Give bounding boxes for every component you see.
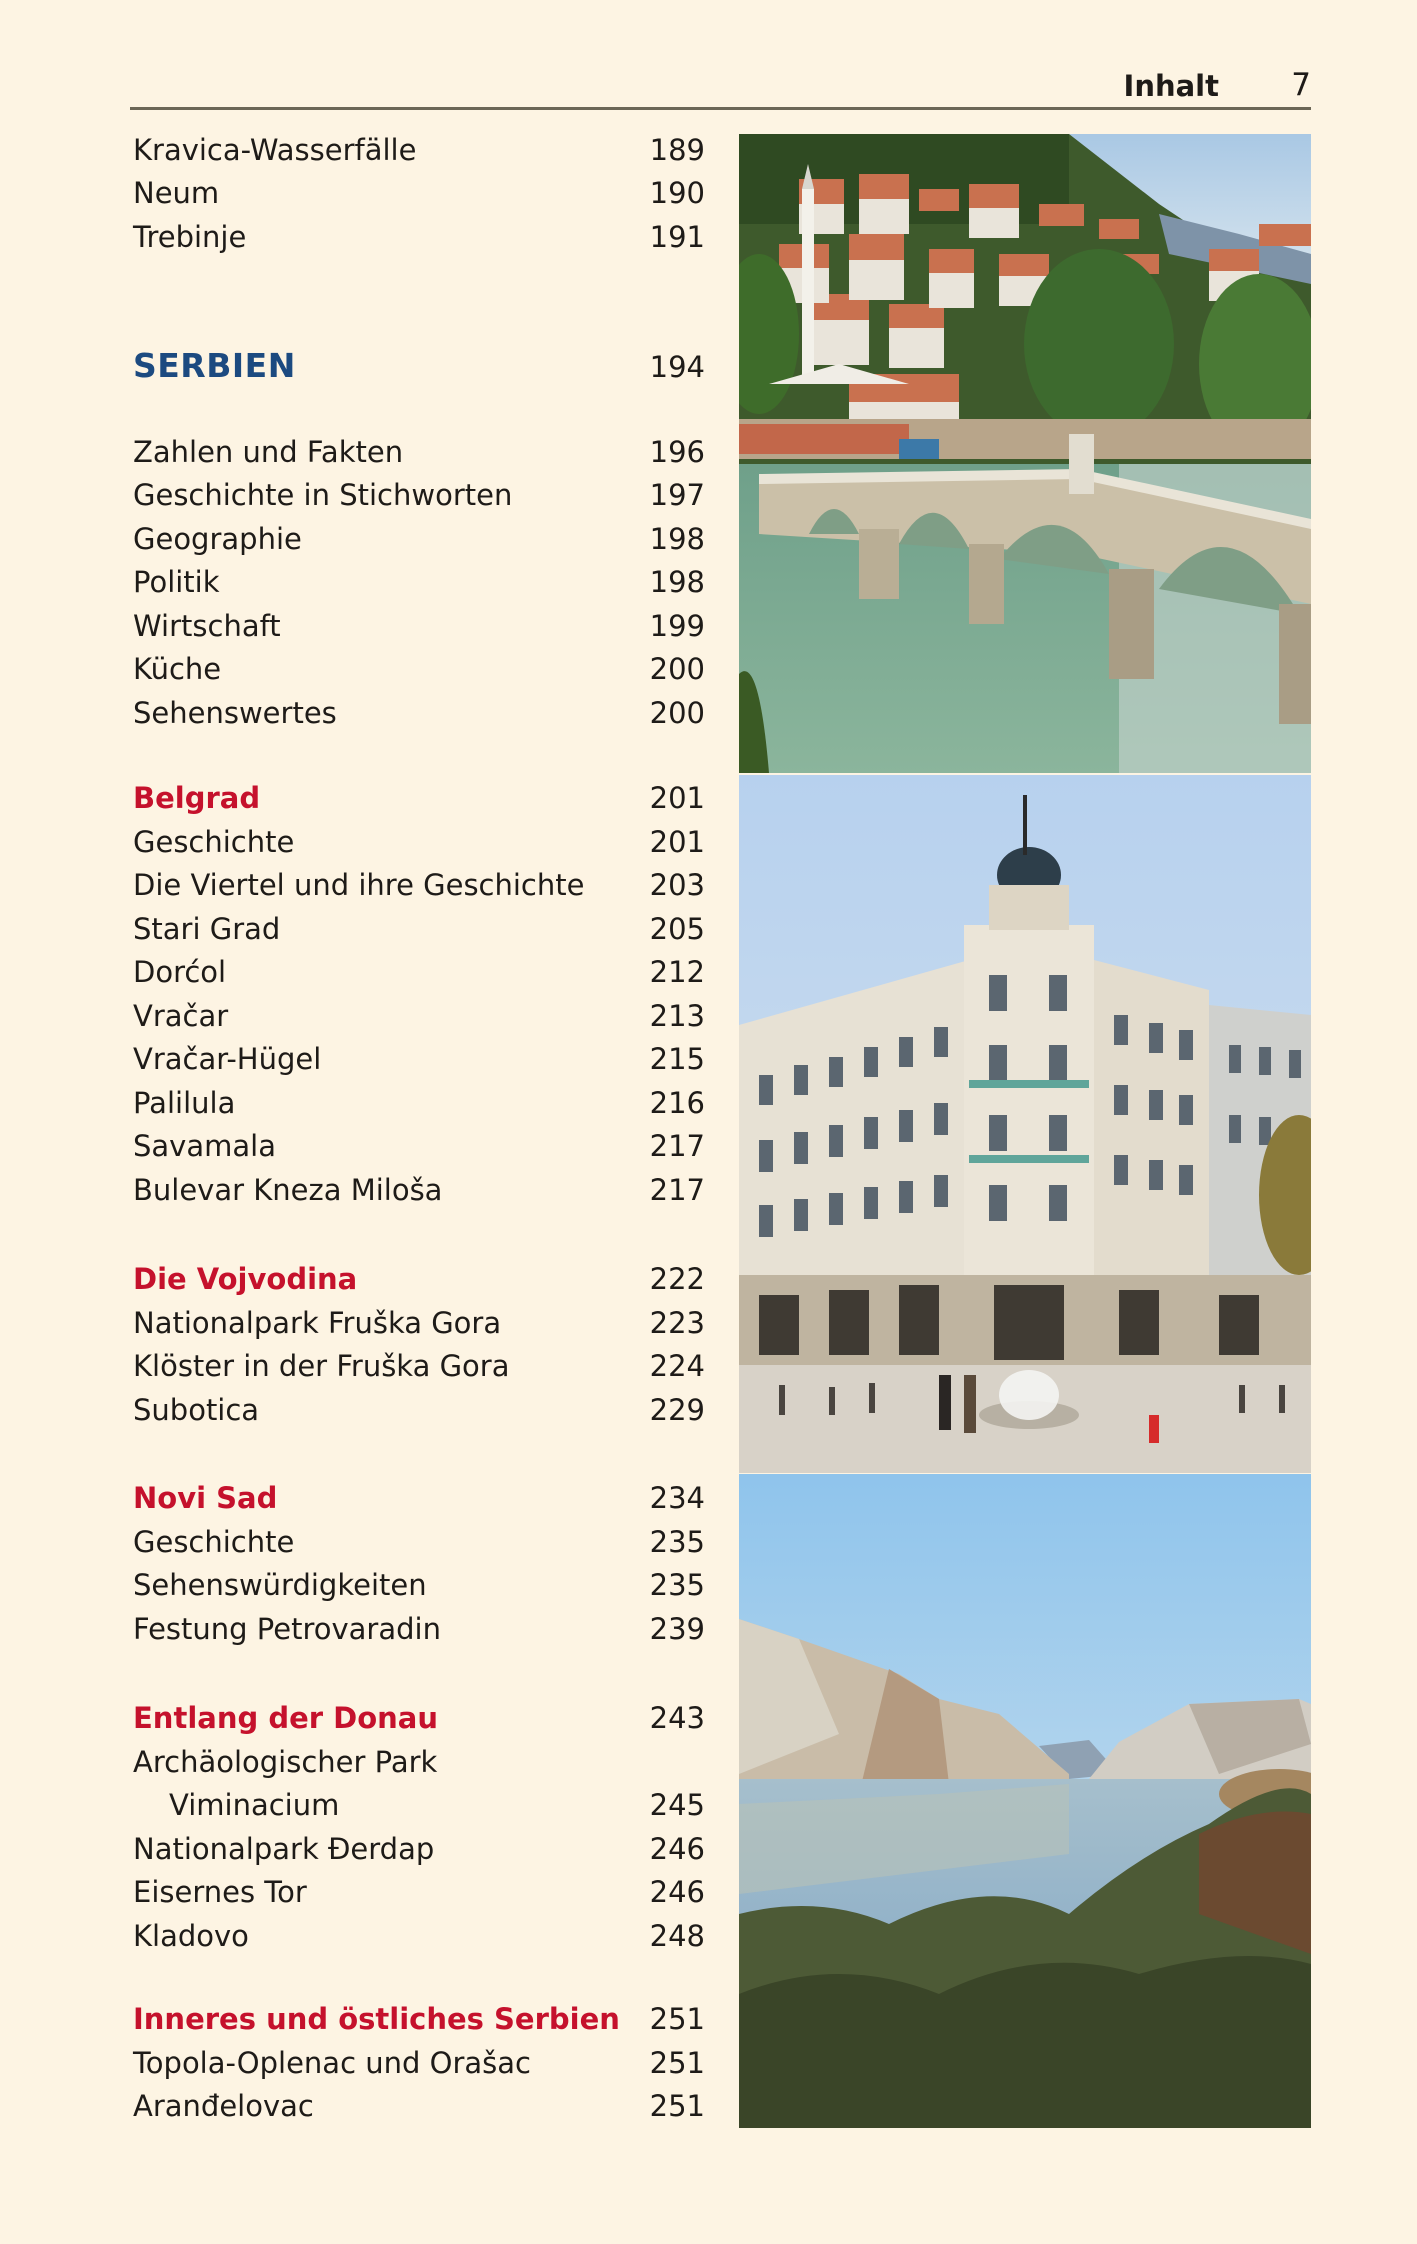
running-header-title: Inhalt bbox=[1123, 69, 1219, 103]
toc-entry[interactable] bbox=[133, 1300, 705, 1344]
toc-entry-page: 200 bbox=[649, 652, 705, 686]
toc-entry-label: Geographie bbox=[133, 521, 302, 556]
toc-section-heading[interactable] bbox=[133, 1992, 705, 2040]
photo-bridge-town bbox=[739, 134, 1311, 773]
toc-entry[interactable] bbox=[133, 1344, 705, 1388]
toc-entry[interactable] bbox=[133, 1870, 705, 1914]
toc-entry-label: Die Viertel und ihre Geschichte bbox=[133, 868, 585, 902]
toc-entry-label: Wirtschaft bbox=[133, 608, 281, 643]
toc-entry-page: 235 bbox=[649, 1524, 705, 1559]
toc-entry-label: Geschichte in Stichworten bbox=[133, 478, 513, 512]
toc-entry-page: 245 bbox=[649, 1788, 705, 1822]
toc-entry[interactable] bbox=[133, 1167, 705, 1211]
toc-entry-page: 190 bbox=[649, 176, 705, 210]
toc-entry[interactable] bbox=[133, 1826, 705, 1870]
toc-entry-label: Sehenswürdigkeiten bbox=[133, 1568, 427, 1602]
toc-section-donau bbox=[133, 1691, 705, 1957]
toc-entry-label: Nationalpark Đerdap bbox=[133, 1831, 435, 1866]
toc-entry-label: Dorćol bbox=[133, 955, 227, 989]
toc-entry-label: Viminacium bbox=[169, 1788, 340, 1822]
section-heading-label: Belgrad bbox=[133, 781, 261, 815]
toc-entry-page: 201 bbox=[649, 824, 705, 859]
belgrade-building-image bbox=[739, 775, 1311, 1473]
toc-entry-label: Archäologischer Park bbox=[133, 1744, 438, 1779]
toc-entry-page: 216 bbox=[649, 1085, 705, 1120]
toc-entry-label: Trebinje bbox=[133, 219, 247, 254]
toc-entry-page: 224 bbox=[649, 1349, 705, 1383]
toc-entry-page: 223 bbox=[649, 1305, 705, 1340]
toc-entry-label: Geschichte bbox=[133, 1524, 295, 1559]
toc-entry[interactable] bbox=[133, 171, 705, 215]
toc-entry[interactable] bbox=[133, 1913, 705, 1957]
toc-entry-label: Kladovo bbox=[133, 1918, 249, 1953]
photo-belgrade-building bbox=[739, 775, 1311, 1473]
toc-entry[interactable] bbox=[133, 1519, 705, 1563]
toc-entry-page: 191 bbox=[649, 219, 705, 254]
page-number: 7 bbox=[1291, 67, 1311, 103]
toc-entry[interactable] bbox=[133, 516, 705, 560]
toc-entry[interactable] bbox=[133, 1037, 705, 1081]
toc-entry-page: 198 bbox=[649, 565, 705, 599]
toc-section-novi-sad bbox=[133, 1471, 705, 1650]
toc-entry-label: Festung Petrovaradin bbox=[133, 1611, 441, 1646]
toc-entry[interactable] bbox=[133, 2040, 705, 2084]
toc-entry[interactable] bbox=[133, 1387, 705, 1431]
toc-section-heading[interactable] bbox=[133, 771, 705, 819]
toc-entry-page: 197 bbox=[649, 478, 705, 512]
running-header bbox=[130, 60, 1311, 110]
toc-entry-page: 239 bbox=[649, 1611, 705, 1646]
toc-entry-label: Eisernes Tor bbox=[133, 1875, 307, 1909]
toc-entry[interactable] bbox=[133, 2084, 705, 2128]
toc-entry[interactable] bbox=[133, 647, 705, 691]
toc-entry-label: Savamala bbox=[133, 1129, 276, 1163]
toc-entry-label: Palilula bbox=[133, 1085, 236, 1120]
toc-section-belgrad bbox=[133, 771, 705, 1211]
toc-entry-page: 212 bbox=[649, 955, 705, 989]
toc-entry-page: 199 bbox=[649, 608, 705, 643]
toc-country-block bbox=[133, 340, 705, 388]
toc-entry-label: Kravica-Wasserfälle bbox=[133, 132, 417, 167]
toc-entry-page: 222 bbox=[649, 1262, 705, 1296]
toc-entry-page: 198 bbox=[649, 521, 705, 556]
toc-country-heading[interactable] bbox=[133, 340, 705, 388]
toc-entry-label: Aranđelovac bbox=[133, 2089, 314, 2123]
toc-entry[interactable] bbox=[133, 473, 705, 517]
toc-entry-page: 217 bbox=[649, 1129, 705, 1163]
toc-entry-page: 243 bbox=[649, 1701, 705, 1735]
toc-section-heading[interactable] bbox=[133, 1691, 705, 1739]
toc-entry-page: 201 bbox=[649, 781, 705, 815]
toc-entry-label: Topola-Oplenac und Orašac bbox=[133, 2045, 531, 2080]
toc-entry-label: Bulevar Kneza Miloša bbox=[133, 1172, 443, 1207]
toc-entry-page: 196 bbox=[649, 434, 705, 469]
toc-entry-label: Nationalpark Fruška Gora bbox=[133, 1305, 502, 1340]
toc-entry[interactable] bbox=[133, 1124, 705, 1168]
toc-entry-page: 251 bbox=[649, 2089, 705, 2123]
toc-entry-page: 213 bbox=[649, 998, 705, 1033]
toc-entry[interactable] bbox=[133, 819, 705, 863]
toc-section-heading[interactable] bbox=[133, 1471, 705, 1519]
toc-entry[interactable] bbox=[133, 906, 705, 950]
toc-entry-page: 235 bbox=[649, 1568, 705, 1602]
toc-entry-page: 205 bbox=[649, 911, 705, 946]
toc-entry[interactable] bbox=[133, 1739, 705, 1783]
toc-entry[interactable] bbox=[133, 950, 705, 994]
toc-section-inneres bbox=[133, 1992, 705, 2127]
section-heading-label: Inneres und östliches Serbien bbox=[133, 2002, 620, 2036]
toc-entry[interactable] bbox=[133, 560, 705, 604]
toc-entry-page: 246 bbox=[649, 1875, 705, 1909]
bridge-town-image bbox=[739, 134, 1311, 773]
toc-entry-page: 215 bbox=[649, 1042, 705, 1076]
toc-entry[interactable] bbox=[133, 1563, 705, 1607]
toc-entry[interactable] bbox=[133, 863, 705, 907]
toc-entry[interactable] bbox=[133, 603, 705, 647]
danube-gorge-image bbox=[739, 1474, 1311, 2128]
toc-entry-page: 189 bbox=[649, 132, 705, 167]
toc-entry-continuation[interactable] bbox=[133, 1783, 705, 1827]
toc-overview-block bbox=[133, 429, 705, 734]
toc-entry-page: 203 bbox=[649, 868, 705, 902]
toc-entry-label: Stari Grad bbox=[133, 911, 281, 946]
toc-entry-label: Zahlen und Fakten bbox=[133, 434, 404, 469]
toc-entry[interactable] bbox=[133, 214, 705, 258]
toc-entry-page: 251 bbox=[649, 2002, 705, 2036]
toc-entry-label: Klöster in der Fruška Gora bbox=[133, 1349, 510, 1383]
toc-entry-page: 229 bbox=[649, 1392, 705, 1427]
toc-entry[interactable] bbox=[133, 1080, 705, 1124]
toc-entry[interactable] bbox=[133, 993, 705, 1037]
toc-entry-page: 251 bbox=[649, 2045, 705, 2080]
section-heading-label: Entlang der Donau bbox=[133, 1701, 439, 1735]
toc-section-vojvodina bbox=[133, 1252, 705, 1431]
toc-entry[interactable] bbox=[133, 127, 705, 171]
toc-entry-label: Neum bbox=[133, 176, 220, 210]
toc-intro-block bbox=[133, 127, 705, 258]
toc-entry-page: 246 bbox=[649, 1831, 705, 1866]
toc-entry-label: Vračar-Hügel bbox=[133, 1042, 322, 1076]
country-heading-label: SERBIEN bbox=[133, 346, 296, 385]
toc-entry-label: Sehenswertes bbox=[133, 695, 337, 730]
toc-entry-label: Politik bbox=[133, 565, 220, 599]
photo-danube-gorge bbox=[739, 1474, 1311, 2128]
toc-entry-page: 234 bbox=[649, 1481, 705, 1515]
toc-entry-label: Geschichte bbox=[133, 824, 295, 859]
toc-entry-page: 200 bbox=[649, 695, 705, 730]
section-heading-label: Die Vojvodina bbox=[133, 1262, 358, 1296]
toc-entry-label: Küche bbox=[133, 652, 222, 686]
toc-entry-page: 194 bbox=[649, 350, 705, 384]
toc-entry[interactable] bbox=[133, 1606, 705, 1650]
section-heading-label: Novi Sad bbox=[133, 1481, 278, 1515]
toc-entry[interactable] bbox=[133, 429, 705, 473]
toc-entry-page: 217 bbox=[649, 1172, 705, 1207]
toc-section-heading[interactable] bbox=[133, 1252, 705, 1300]
toc-entry-label: Vračar bbox=[133, 998, 229, 1033]
toc-entry[interactable] bbox=[133, 690, 705, 734]
toc-entry-page: 248 bbox=[649, 1918, 705, 1953]
toc-entry-label: Subotica bbox=[133, 1392, 260, 1427]
